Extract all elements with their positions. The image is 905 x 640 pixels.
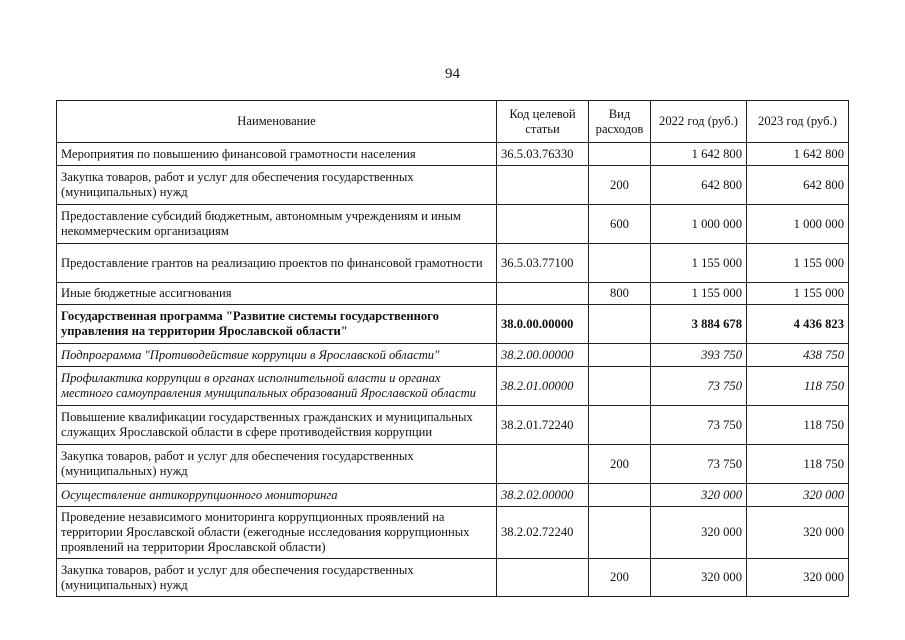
row-2023: 1 000 000: [747, 205, 849, 244]
row-vid: [589, 344, 651, 367]
column-header-vid: Вид расходов: [589, 101, 651, 143]
table-row: [57, 406, 849, 445]
table-row: [57, 166, 849, 205]
row-vid: [589, 367, 651, 406]
row-code: 38.2.02.72240: [497, 507, 589, 559]
table-row: [57, 507, 849, 559]
row-code: 38.2.02.00000: [497, 484, 589, 507]
row-code: [497, 205, 589, 244]
row-2022: 1 155 000: [651, 283, 747, 305]
row-vid: 600: [589, 205, 651, 244]
column-header-name: Наименование: [57, 101, 497, 143]
row-name: Закупка товаров, работ и услуг для обеспечения государственных (муниципальных) нужд: [57, 166, 497, 205]
row-2022: 1 155 000: [651, 244, 747, 283]
table-row: [57, 367, 849, 406]
table-row: [57, 305, 849, 344]
row-code: [497, 559, 589, 597]
row-name: Государственная программа "Развитие системы государственного управления на территории Ярославской области": [57, 305, 497, 344]
row-name: Предоставление грантов на реализацию проектов по финансовой грамотности: [57, 244, 497, 283]
row-2023: 320 000: [747, 484, 849, 507]
column-header-2022: 2022 год (руб.): [651, 101, 747, 143]
table-row: [57, 244, 849, 283]
table-header-row: [57, 101, 849, 143]
row-2023: 642 800: [747, 166, 849, 205]
row-name: Повышение квалификации государственных гражданских и муниципальных служащих Ярославской области в сфере противодействия коррупции: [57, 406, 497, 445]
table-row: [57, 283, 849, 305]
page-number: 94: [445, 66, 460, 82]
row-name: Проведение независимого мониторинга коррупционных проявлений на территории Ярославской области (ежегодные исследования коррупционных проявлений на территории Ярославской области): [57, 507, 497, 559]
row-2023: 118 750: [747, 367, 849, 406]
row-2022: 642 800: [651, 166, 747, 205]
row-2022: 1 642 800: [651, 143, 747, 166]
column-header-code: Код целевой статьи: [497, 101, 589, 143]
row-vid: 800: [589, 283, 651, 305]
row-2023: 1 155 000: [747, 244, 849, 283]
row-2022: 73 750: [651, 406, 747, 445]
row-2022: 73 750: [651, 445, 747, 484]
table-row: [57, 559, 849, 597]
row-2022: 1 000 000: [651, 205, 747, 244]
row-2022: 320 000: [651, 507, 747, 559]
row-name: Осуществление антикоррупционного мониторинга: [57, 484, 497, 507]
row-2022: 320 000: [651, 484, 747, 507]
table-row: [57, 445, 849, 484]
row-2023: 4 436 823: [747, 305, 849, 344]
row-name: Закупка товаров, работ и услуг для обеспечения государственных (муниципальных) нужд: [57, 445, 497, 484]
row-code: 38.2.01.00000: [497, 367, 589, 406]
row-2023: 438 750: [747, 344, 849, 367]
row-name: Подпрограмма "Противодействие коррупции в Ярославской области": [57, 344, 497, 367]
row-2022: 393 750: [651, 344, 747, 367]
table-row: [57, 344, 849, 367]
row-code: [497, 445, 589, 484]
row-2023: 1 642 800: [747, 143, 849, 166]
row-code: 36.5.03.76330: [497, 143, 589, 166]
row-2023: 320 000: [747, 507, 849, 559]
row-2023: 320 000: [747, 559, 849, 597]
row-name: Закупка товаров, работ и услуг для обеспечения государственных (муниципальных) нужд: [57, 559, 497, 597]
row-vid: [589, 507, 651, 559]
row-code: [497, 283, 589, 305]
row-2022: 73 750: [651, 367, 747, 406]
table-row: [57, 484, 849, 507]
row-code: 38.2.01.72240: [497, 406, 589, 445]
table-row: [57, 205, 849, 244]
row-2022: 320 000: [651, 559, 747, 597]
row-vid: [589, 244, 651, 283]
table-row: [57, 143, 849, 166]
row-2023: 118 750: [747, 445, 849, 484]
row-name: Профилактика коррупции в органах исполнительной власти и органах местного самоуправления муниципальных образований Ярославской области: [57, 367, 497, 406]
row-name: Предоставление субсидий бюджетным, автономным учреждениям и иным некоммерческим организациям: [57, 205, 497, 244]
row-code: 38.0.00.00000: [497, 305, 589, 344]
row-vid: 200: [589, 166, 651, 205]
row-vid: 200: [589, 445, 651, 484]
column-header-2023: 2023 год (руб.): [747, 101, 849, 143]
row-vid: [589, 143, 651, 166]
row-name: Иные бюджетные ассигнования: [57, 283, 497, 305]
budget-table: [56, 100, 849, 597]
row-2022: 3 884 678: [651, 305, 747, 344]
row-code: [497, 166, 589, 205]
row-vid: [589, 406, 651, 445]
row-code: 36.5.03.77100: [497, 244, 589, 283]
row-name: Мероприятия по повышению финансовой грамотности населения: [57, 143, 497, 166]
row-2023: 1 155 000: [747, 283, 849, 305]
row-code: 38.2.00.00000: [497, 344, 589, 367]
row-vid: [589, 484, 651, 507]
row-vid: 200: [589, 559, 651, 597]
row-2023: 118 750: [747, 406, 849, 445]
row-vid: [589, 305, 651, 344]
